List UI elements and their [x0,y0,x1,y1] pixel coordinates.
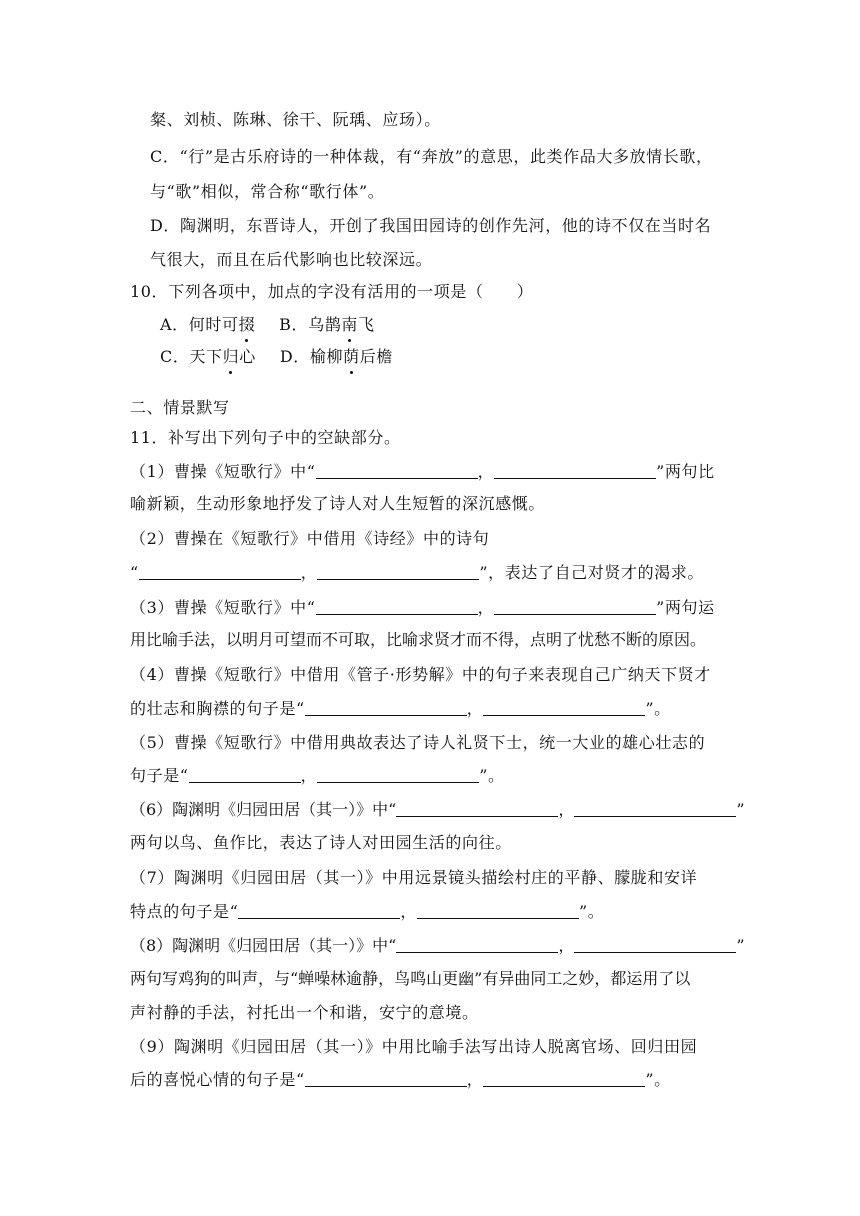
option-a: A．何时可掇 [160,315,255,334]
answer-blank[interactable] [316,460,478,479]
answer-blank[interactable] [417,900,579,919]
option-c: C．天下归心 [160,347,256,366]
item-3-line2: 用比喻手法，以明月可望而不可取，比喻求贤才而不得，点明了忧愁不断的原因。 [130,630,707,649]
item-4-line1: （4）曹操《短歌行》中借用《管子·形势解》中的句子来表现自己广纳天下贤才 [130,665,711,684]
answer-blank[interactable] [396,934,558,953]
answer-blank[interactable] [238,900,400,919]
item-1-line2: 喻新颖，生动形象地抒发了诗人对人生短暂的深沉感慨。 [130,494,546,513]
item-5-line2: 句子是“ ， ”。 [130,766,505,785]
answer-blank[interactable] [396,798,558,817]
answer-blank[interactable] [305,1068,467,1087]
question-10-options-ab [160,313,375,339]
item-6-line2: 两句以鸟、鱼作比，表达了诗人对田园生活的向往。 [130,833,512,852]
answer-blank[interactable] [574,798,736,817]
item-5-line1: （5）曹操《短歌行》中借用典故表达了诗人礼贤下士，统一大业的雄心壮志的 [130,733,706,752]
answer-blank[interactable] [139,561,301,580]
section-heading: 二、情景默写 [130,398,230,417]
item-9-line2: 后的喜悦心情的句子是“ ， ”。 [130,1070,671,1089]
option-b: B．乌鹊南飞 [279,315,374,334]
item-9-line1: （9）陶渊明《归园田居（其一）》中用比喻手法写出诗人脱离官场、回归田园 [130,1037,698,1056]
answer-blank[interactable] [483,697,645,716]
option-d: D．榆柳荫后檐 [280,347,393,366]
item-7-line2: 特点的句子是“ ， ”。 [130,902,605,921]
answer-blank[interactable] [317,561,479,580]
option-c-line1: C．“行”是古乐府诗的一种体裁，有“奔放”的意思，此类作品大多放情长歌， [150,147,713,166]
item-8-line3: 声衬静的手法，衬托出一个和谐，安宁的意境。 [130,1003,479,1022]
item-6-line1: （6）陶渊明《归园田居（其一）》中“ ， ” [130,800,745,819]
option-c-line2: 与“歌”相似，常合称“歌行体”。 [150,182,385,201]
item-2-line2: “ ， ”，表达了自己对贤才的渴求。 [130,563,704,582]
option-d-line1: D．陶渊明，东晋诗人，开创了我国田园诗的创作先河，他的诗不仅在当时名 [150,216,712,235]
emphasis-dot-char: 掇 [239,313,256,337]
option-d-line2: 气很大，而且在后代影响也比较深远。 [150,250,433,269]
answer-blank[interactable] [494,596,656,615]
question-10-stem: 10．下列各项中，加点的字没有活用的一项是（ ） [130,282,534,301]
answer-blank[interactable] [317,764,479,783]
emphasis-dot-char: 南 [341,313,358,337]
item-1-line1: （1）曹操《短歌行》中“ ， ”两句比 [130,462,715,481]
emphasis-dot-char: 归 [223,345,240,369]
question-11-stem: 11．补写出下列句子中的空缺部分。 [130,428,401,447]
question-10-options-cd [160,345,393,371]
item-4-line2: 的壮志和胸襟的句子是“ ， ”。 [130,699,671,718]
item-7-line1: （7）陶渊明《归园田居（其一）》中用远景镜头描绘村庄的平静、朦胧和安详 [130,868,698,887]
answer-blank[interactable] [316,596,478,615]
emphasis-dot-char: 荫 [343,345,360,369]
option-b-continuation: 粲、刘桢、陈琳、徐干、阮瑀、应玚）。 [150,110,441,129]
answer-blank[interactable] [494,460,656,479]
item-3-line1: （3）曹操《短歌行》中“ ， ”两句运 [130,598,715,617]
answer-blank[interactable] [574,934,736,953]
answer-blank[interactable] [305,697,467,716]
item-8-line1: （8）陶渊明《归园田居（其一）》中“ ， ” [130,936,745,955]
answer-blank[interactable] [189,764,301,783]
item-8-line2: 两句写鸡狗的叫声，与“蝉噪林逾静，鸟鸣山更幽”有异曲同工之妙，都运用了以 [130,969,691,988]
item-2-line1: （2）曹操在《短歌行》中借用《诗经》中的诗句 [130,529,490,548]
answer-blank[interactable] [483,1068,645,1087]
